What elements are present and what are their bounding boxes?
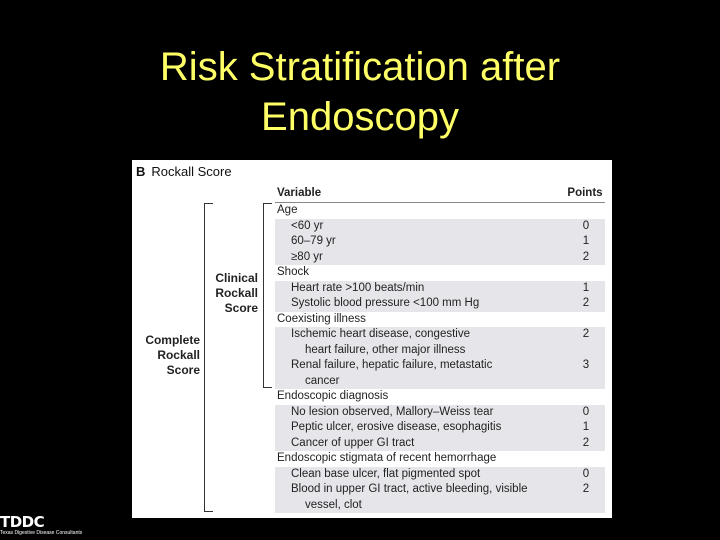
figure-heading-text: Rockall Score (151, 164, 232, 179)
table-row (275, 265, 605, 281)
row-variable: Endoscopic diagnosis (277, 390, 389, 402)
complete-rockall-score-label (140, 333, 200, 378)
row-points: 0 (582, 467, 590, 480)
complete-score-bracket (204, 203, 213, 512)
logo-subtitle: Texas Digestive Disease Consultants (0, 530, 83, 536)
table-row (275, 250, 605, 266)
row-variable: Age (277, 204, 298, 216)
row-points: 2 (582, 250, 590, 263)
clinical-label-line: Rockall (215, 286, 258, 300)
clinical-label-line: Clinical (215, 271, 258, 285)
row-points: 2 (582, 436, 590, 449)
row-points: 0 (582, 405, 590, 418)
row-variable: heart failure, other major illness (305, 343, 466, 356)
table-row (275, 358, 605, 374)
row-points: 2 (582, 328, 590, 340)
row-variable: Blood in upper GI tract, active bleeding, visible (291, 483, 528, 495)
tddc-logo (0, 513, 83, 540)
slide-title (0, 42, 720, 142)
table-row (275, 498, 605, 514)
table-row (275, 389, 605, 405)
table-body (275, 203, 605, 513)
slide-title-line-2: Endoscopy (261, 95, 459, 139)
row-variable: Peptic ulcer, erosive disease, esophagitis (291, 421, 502, 433)
table-header (275, 185, 605, 203)
table-row (275, 374, 605, 390)
table-row (275, 482, 605, 498)
row-variable: Coexisting illness (277, 312, 366, 325)
complete-label-line: Complete (145, 333, 200, 347)
row-points: 1 (582, 235, 590, 247)
rockall-score-figure (132, 160, 612, 518)
clinical-score-bracket (263, 203, 272, 388)
slide-title-line-1: Risk Stratification after (159, 45, 561, 89)
row-points: 1 (582, 281, 590, 294)
table-row (275, 296, 605, 312)
table-row (275, 451, 605, 467)
row-variable: ≥80 yr (291, 250, 323, 263)
row-points: 2 (582, 297, 590, 309)
table-row (275, 327, 605, 343)
row-points: 3 (582, 359, 590, 371)
figure-heading (136, 164, 232, 179)
row-variable: Cancer of upper GI tract (291, 436, 415, 449)
row-points: 2 (582, 483, 590, 495)
row-variable: Shock (277, 266, 309, 278)
table-row (275, 467, 605, 483)
table-row (275, 312, 605, 328)
row-points: 1 (582, 421, 590, 433)
row-variable: Systolic blood pressure <100 mm Hg (291, 297, 480, 309)
table-row (275, 436, 605, 452)
table-row (275, 343, 605, 359)
row-variable: Clean base ulcer, flat pigmented spot (291, 467, 481, 480)
table-row (275, 405, 605, 421)
rockall-table (275, 185, 605, 513)
complete-label-line: Rockall (157, 348, 200, 362)
clinical-rockall-score-label (206, 271, 258, 316)
column-header-points: Points (567, 187, 603, 199)
row-variable: 60–79 yr (291, 235, 336, 247)
clinical-label-line: Score (224, 301, 258, 315)
row-variable: cancer (305, 374, 340, 387)
complete-label-line: Score (166, 363, 200, 377)
table-row (275, 420, 605, 436)
figure-panel-letter: B (136, 164, 146, 179)
row-variable: No lesion observed, Mallory–Weiss tear (291, 405, 494, 418)
row-variable: Renal failure, hepatic failure, metastatic (291, 359, 493, 371)
row-variable: Ischemic heart disease, congestive (291, 328, 470, 340)
row-variable: <60 yr (291, 219, 324, 232)
table-row (275, 234, 605, 250)
table-row (275, 281, 605, 297)
table-row (275, 219, 605, 235)
logo-mark: TDDC (0, 513, 45, 531)
table-row (275, 203, 605, 219)
row-variable: Endoscopic stigmata of recent hemorrhage (277, 452, 497, 464)
row-points: 0 (582, 219, 590, 232)
column-header-variable: Variable (277, 187, 322, 199)
row-variable: Heart rate >100 beats/min (291, 281, 425, 294)
row-variable: vessel, clot (305, 498, 362, 511)
